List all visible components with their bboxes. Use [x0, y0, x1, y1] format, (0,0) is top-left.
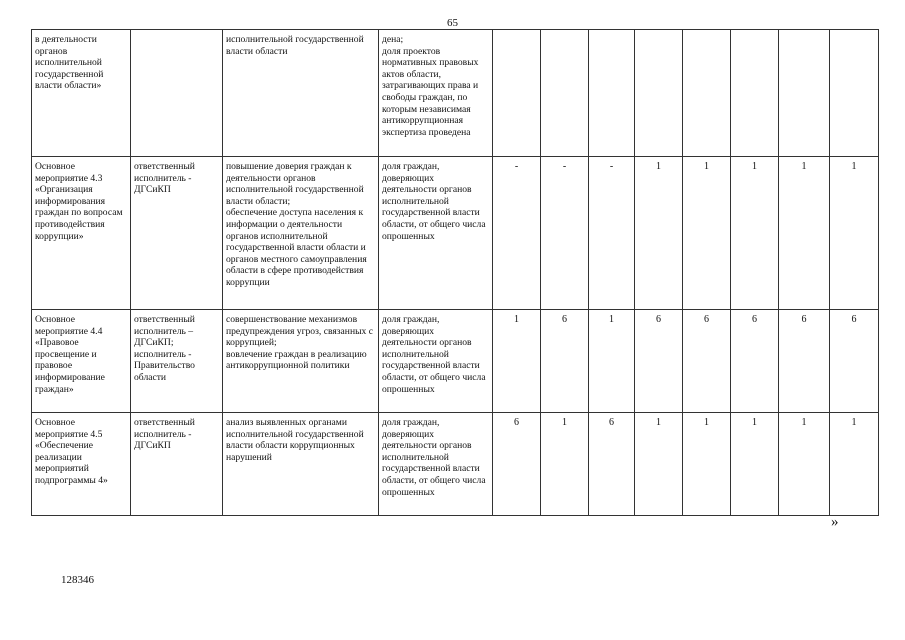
- value-cell: [731, 30, 779, 157]
- measure-cell: Основное мероприятие 4.5 «Обеспечение реализации мероприятий подпрограммы 4»: [32, 413, 131, 516]
- indicator-cell: дена; доля проектов нормативных правовых актов области, затрагивающих права и свободы граждан, по которым независимая антикоррупционная экспертиза проведена: [379, 30, 493, 157]
- value-cell: [493, 30, 541, 157]
- value-cell: 1: [731, 157, 779, 310]
- measure-cell: в деятельности органов исполнительной государственной власти области»: [32, 30, 131, 157]
- value-cell: 6: [731, 310, 779, 413]
- indicator-cell: доля граждан, доверяющих деятельности органов исполнительной государственной власти области, от общего числа опрошенных: [379, 157, 493, 310]
- value-cell: 1: [541, 413, 589, 516]
- value-cell: 1: [493, 310, 541, 413]
- closing-quote-mark: »: [831, 514, 839, 530]
- measure-cell: Основное мероприятие 4.3 «Организация информирования граждан по вопросам противодействия коррупции»: [32, 157, 131, 310]
- measure-cell: Основное мероприятие 4.4 «Правовое просвещение и правовое информирование граждан»: [32, 310, 131, 413]
- value-cell: [830, 30, 879, 157]
- table-row: [32, 310, 879, 413]
- value-cell: [541, 30, 589, 157]
- outcome-cell: анализ выявленных органами исполнительной государственной власти области коррупционных нарушений: [223, 413, 379, 516]
- value-cell: [683, 30, 731, 157]
- value-cell: -: [541, 157, 589, 310]
- outcome-cell: повышение доверия граждан к деятельности органов исполнительной государственной власти области; обеспечение доступа населения к информации о деятельности органов исполнительной государственной власти области и органов местного самоуправления области в сфере противодействия коррупции: [223, 157, 379, 310]
- executor-cell: ответственный исполнитель - ДГСиКП: [131, 157, 223, 310]
- value-cell: 1: [779, 413, 830, 516]
- program-table: [31, 29, 879, 516]
- table-row: [32, 157, 879, 310]
- page-number: 65: [447, 17, 458, 29]
- value-cell: [779, 30, 830, 157]
- value-cell: 1: [635, 413, 683, 516]
- outcome-cell: совершенствование механизмов предупреждения угроз, связанных с коррупцией; вовлечение граждан в реализацию антикоррупционной политики: [223, 310, 379, 413]
- indicator-cell: доля граждан, доверяющих деятельности органов исполнительной государственной власти области, от общего числа опрошенных: [379, 413, 493, 516]
- table-body: [32, 30, 879, 516]
- indicator-cell: доля граждан, доверяющих деятельности органов исполнительной государственной власти области, от общего числа опрошенных: [379, 310, 493, 413]
- value-cell: 1: [830, 413, 879, 516]
- value-cell: [635, 30, 683, 157]
- value-cell: -: [493, 157, 541, 310]
- value-cell: 1: [589, 310, 635, 413]
- value-cell: 6: [779, 310, 830, 413]
- outcome-cell: исполнительной государственной власти области: [223, 30, 379, 157]
- executor-cell: ответственный исполнитель - ДГСиКП: [131, 413, 223, 516]
- value-cell: 6: [589, 413, 635, 516]
- value-cell: 6: [541, 310, 589, 413]
- table-row: [32, 413, 879, 516]
- value-cell: [589, 30, 635, 157]
- value-cell: 6: [635, 310, 683, 413]
- value-cell: -: [589, 157, 635, 310]
- executor-cell: [131, 30, 223, 157]
- value-cell: 1: [731, 413, 779, 516]
- footer-document-code: 128346: [61, 574, 94, 586]
- value-cell: 1: [635, 157, 683, 310]
- value-cell: 6: [830, 310, 879, 413]
- value-cell: 6: [493, 413, 541, 516]
- executor-cell: ответственный исполнитель – ДГСиКП; исполнитель - Правительство области: [131, 310, 223, 413]
- value-cell: 1: [830, 157, 879, 310]
- value-cell: 1: [779, 157, 830, 310]
- value-cell: 6: [683, 310, 731, 413]
- value-cell: 1: [683, 157, 731, 310]
- table-row: [32, 30, 879, 157]
- value-cell: 1: [683, 413, 731, 516]
